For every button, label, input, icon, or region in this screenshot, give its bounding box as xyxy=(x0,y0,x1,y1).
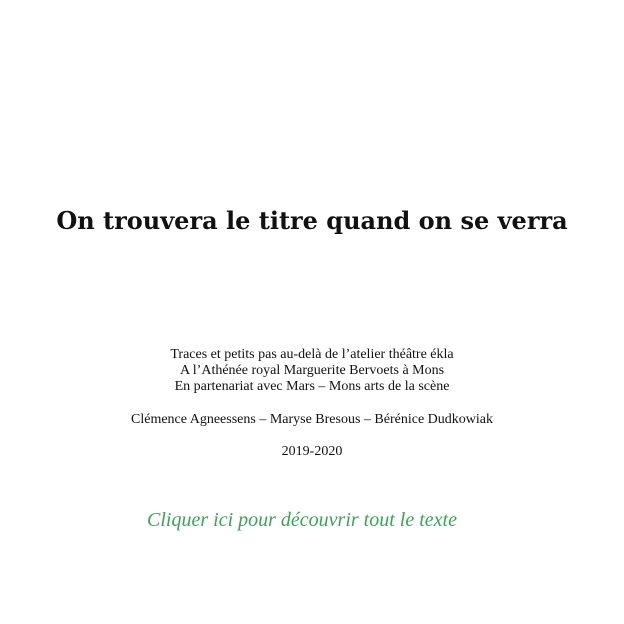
document-info xyxy=(0,347,624,395)
info-line-atelier: Traces et petits pas au-delà de l’atelier théâtre ékla xyxy=(170,347,454,362)
discover-text-link[interactable]: Cliquer ici pour découvrir tout le texte xyxy=(147,509,457,531)
authors-line: Clémence Agneessens – Maryse Bresous – Bérénice Dudkowiak xyxy=(131,412,493,427)
info-line-school: A l’Athénée royal Marguerite Bervoets à Mons xyxy=(179,363,445,378)
info-line-partnership: En partenariat avec Mars – Mons arts de la scène xyxy=(174,379,450,394)
year-range: 2019-2020 xyxy=(281,444,343,459)
document-title: On trouvera le titre quand on se verra xyxy=(56,206,568,235)
